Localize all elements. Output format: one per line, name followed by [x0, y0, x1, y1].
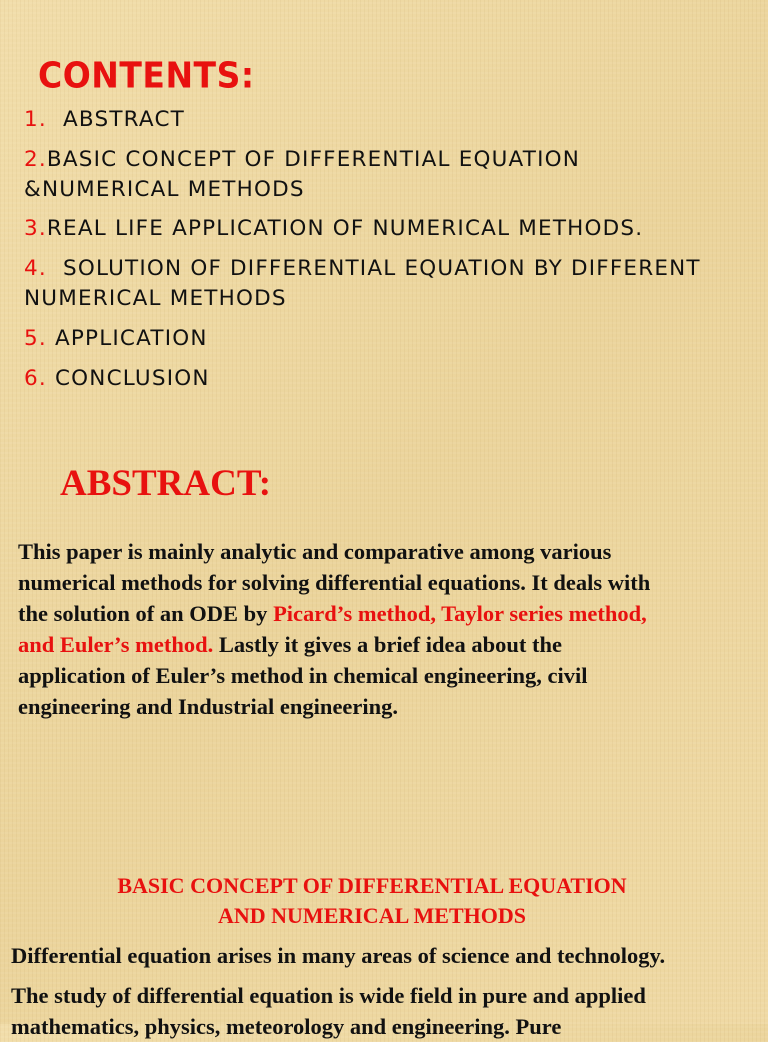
basic-concept-heading	[0, 871, 756, 931]
toc-item-solution	[24, 254, 701, 284]
abstract-highlight: and Euler’s method.	[18, 632, 214, 657]
basic-concept-p2: The study of differential equation is wide field in pure and applied	[11, 983, 646, 1008]
toc-text: CONCLUSION	[54, 366, 210, 391]
abstract-line	[18, 629, 758, 660]
abstract-text: Lastly it gives a brief idea about the	[213, 632, 562, 657]
toc-number: 3.	[24, 216, 47, 241]
toc-item-solution-cont: NUMERICAL METHODS	[24, 286, 287, 311]
toc-text: SOLUTION OF DIFFERENTIAL EQUATION BY DIFFERENT	[63, 256, 701, 281]
abstract-text: the solution of an ODE by	[18, 601, 274, 626]
toc-text: APPLICATION	[54, 326, 208, 351]
heading-line: BASIC CONCEPT OF DIFFERENTIAL EQUATION	[117, 873, 627, 898]
toc-number: 4.	[24, 256, 47, 281]
abstract-heading: ABSTRACT:	[60, 463, 272, 504]
toc-number: 2.	[24, 147, 47, 172]
abstract-line: application of Euler’s method in chemical engineering, civil	[18, 663, 588, 688]
toc-item-basic-concept	[24, 145, 580, 175]
heading-line: AND NUMERICAL METHODS	[217, 903, 527, 928]
toc-text: ABSTRACT	[63, 107, 186, 132]
abstract-line	[18, 598, 758, 629]
abstract-highlight: Picard’s method, Taylor series method,	[273, 601, 647, 626]
contents-title: CONTENTS:	[38, 54, 255, 97]
toc-text: REAL LIFE APPLICATION OF NUMERICAL METHODS.	[46, 216, 644, 241]
toc-item-basic-concept-cont: &NUMERICAL METHODS	[24, 177, 305, 202]
basic-concept-p3: mathematics, physics, meteorology and engineering. Pure	[11, 1014, 562, 1039]
toc-item-abstract	[24, 105, 185, 135]
abstract-line: This paper is mainly analytic and comparative among various	[18, 539, 612, 564]
abstract-line: engineering and Industrial engineering.	[18, 694, 399, 719]
toc-number: 1.	[24, 107, 47, 132]
abstract-line: numerical methods for solving differential equations. It deals with	[18, 570, 651, 595]
toc-item-conclusion	[24, 364, 210, 394]
toc-number: 5.	[24, 326, 47, 351]
toc-text: BASIC CONCEPT OF DIFFERENTIAL EQUATION	[46, 147, 581, 172]
basic-concept-p1: Differential equation arises in many areas of science and technology.	[11, 943, 666, 968]
toc-item-application	[24, 324, 208, 354]
toc-item-real-life	[24, 214, 643, 244]
abstract-paragraph	[18, 536, 758, 722]
toc-number: 6.	[24, 366, 47, 391]
